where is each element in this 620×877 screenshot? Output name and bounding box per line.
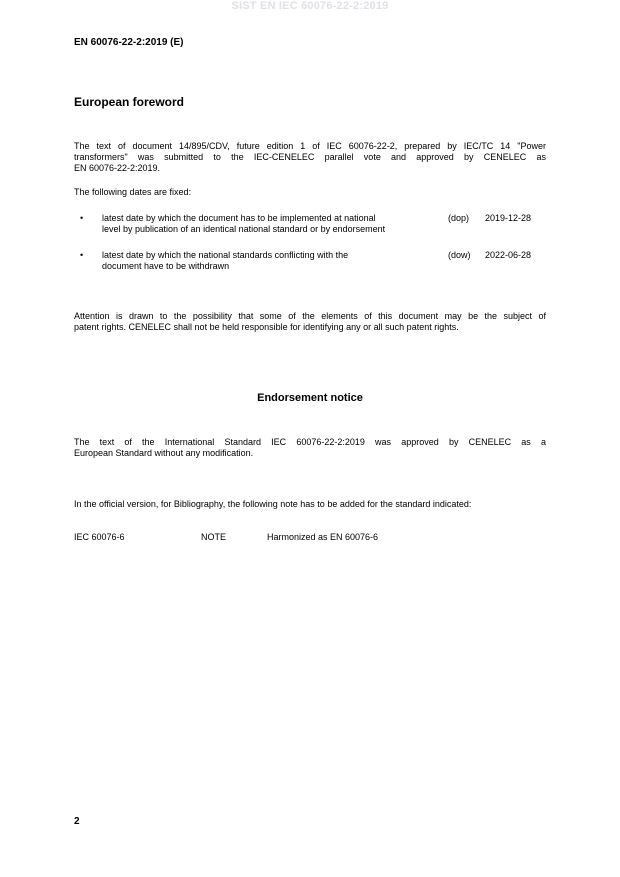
page-number: 2	[74, 816, 80, 827]
attention-line-2: patent rights. CENELEC shall not be held responsible for identifying any or all such patent rights.	[74, 322, 459, 332]
foreword-intro-line-2: transformers" was submitted to the IEC-CENELEC parallel vote and approved by CENELEC as	[74, 152, 546, 162]
date-value: 2022-06-28	[485, 250, 532, 260]
bibliography-standard: IEC 60076-6	[74, 532, 125, 542]
official-version-note: In the official version, for Bibliography, the following note has to be added for the standard indicated:	[74, 499, 472, 509]
foreword-intro-line-1: The text of document 14/895/CDV, future edition 1 of IEC 60076-22-2, prepared by IEC/TC 14 "Power	[74, 141, 546, 151]
endorsement-title: Endorsement notice	[257, 392, 363, 404]
document-id: EN 60076-22-2:2019 (E)	[74, 37, 184, 48]
foreword-title: European foreword	[74, 95, 185, 109]
endorsement-text-line-1: The text of the International Standard IEC 60076-22-2:2019 was approved by CENELEC as a	[74, 437, 546, 447]
bullet: •	[80, 213, 84, 223]
bullet: •	[80, 250, 84, 260]
bibliography-note-text: Harmonized as EN 60076-6	[267, 532, 379, 542]
date-item-text-line: latest date by which the national standards conflicting with the	[102, 250, 349, 260]
watermark: SIST EN IEC 60076-22-2:2019	[231, 0, 389, 12]
date-code: (dow)	[448, 250, 471, 260]
date-item-text-line: latest date by which the document has to be implemented at national	[102, 213, 376, 223]
dates-intro: The following dates are fixed:	[74, 187, 192, 197]
foreword-intro-line-3: EN 60076-22-2:2019.	[74, 163, 161, 173]
bibliography-note-label: NOTE	[201, 532, 227, 542]
date-code: (dop)	[448, 213, 470, 223]
endorsement-text-line-2: European Standard without any modification.	[74, 448, 254, 458]
date-item-text-line: level by publication of an identical national standard or by endorsement	[102, 224, 386, 234]
date-value: 2019-12-28	[485, 213, 532, 223]
date-item-text-line: document have to be withdrawn	[102, 261, 230, 271]
attention-line-1: Attention is drawn to the possibility that some of the elements of this document may be the subject of	[74, 311, 546, 321]
